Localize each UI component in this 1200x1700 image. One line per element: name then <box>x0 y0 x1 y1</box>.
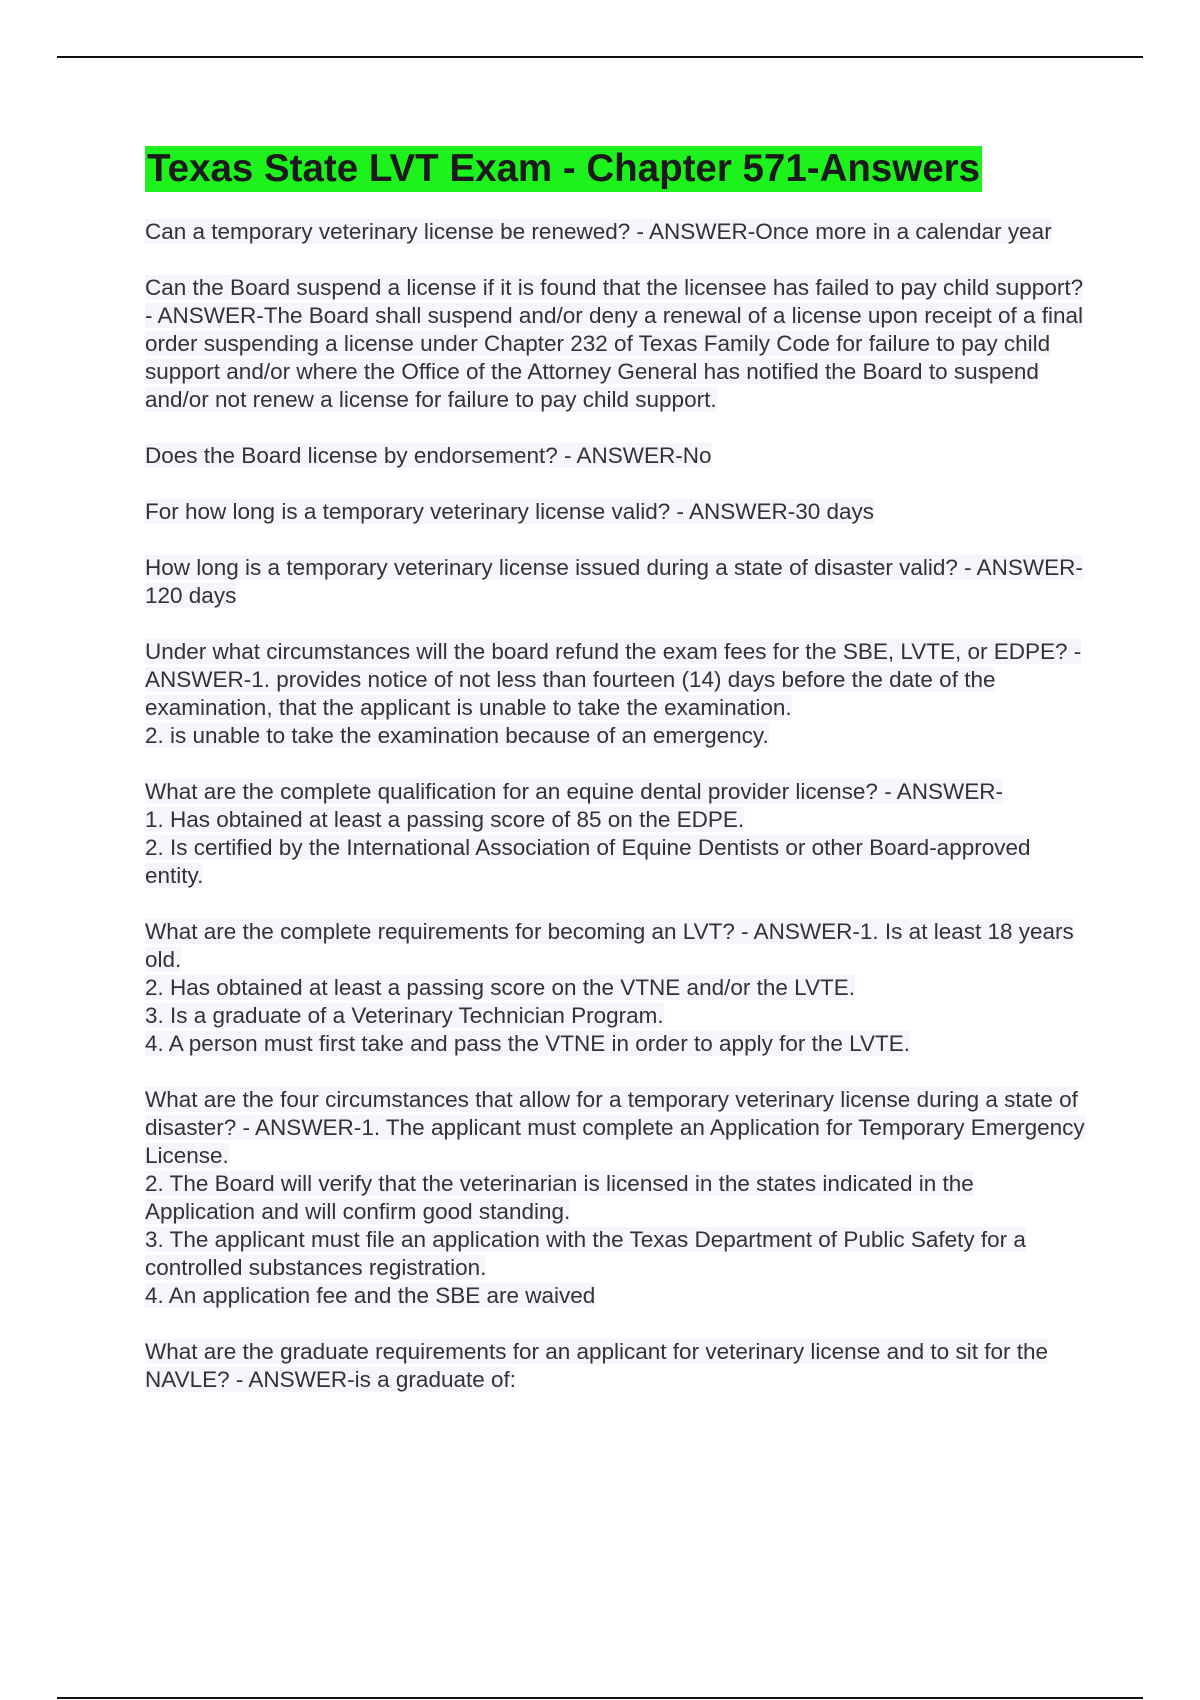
qa-item <box>145 274 1085 414</box>
question-text: What are the graduate requirements for an applicant for veterinary license and to sit for the NAVLE? <box>145 1339 1048 1392</box>
question-text: What are the four circumstances that allow for a temporary veterinary license during a state of disaster? <box>145 1087 1078 1140</box>
question-text: What are the complete qualification for an equine dental provider license? <box>145 779 878 804</box>
answer-text: 1. provides notice of not less than fourteen (14) days before the date of the examination, that the applicant is unable to take the examination. 2. is unable to take the examination because of an emergency. <box>145 667 996 748</box>
answer-text: The Board shall suspend and/or deny a renewal of a license upon receipt of a final order suspending a license under Chapter 232 of Texas Family Code for failure to pay child support and/or where the Office of the Attorney General has notified the Board to suspend and/or not renew a license for failure to pay child support. <box>145 303 1084 412</box>
answer-separator: - ANSWER- <box>734 919 860 944</box>
qa-item <box>145 638 1085 750</box>
question-text: Under what circumstances will the board refund the exam fees for the SBE, LVTE, or EDPE? <box>145 639 1068 664</box>
question-text: What are the complete requirements for becoming an LVT? <box>145 919 735 944</box>
answer-text: is a graduate of: <box>354 1367 517 1392</box>
qa-item <box>145 442 1085 470</box>
question-text: For how long is a temporary veterinary license valid? <box>145 499 671 524</box>
answer-text: Once more in a calendar year <box>755 219 1052 244</box>
qa-item <box>145 1338 1085 1394</box>
qa-item <box>145 918 1085 1058</box>
document-body <box>145 146 1085 1422</box>
answer-separator: - ANSWER- <box>557 443 683 468</box>
qa-item <box>145 498 1085 526</box>
footer-rule <box>57 1697 1143 1699</box>
answer-separator: - ANSWER- <box>670 499 796 524</box>
answer-separator: - ANSWER- <box>145 639 1082 692</box>
question-text: Does the Board license by endorsement? <box>145 443 558 468</box>
qa-item <box>145 1086 1085 1310</box>
answer-separator: - ANSWER- <box>229 1367 355 1392</box>
qa-item <box>145 778 1085 890</box>
answer-separator: - ANSWER- <box>630 219 756 244</box>
answer-text: 1. Has obtained at least a passing score of 85 on the EDPE. 2. Is certified by the International Association of Equine Dentists or other Board-approved entity. <box>145 807 1031 888</box>
answer-separator: - ANSWER- <box>877 779 1003 804</box>
question-text: How long is a temporary veterinary license issued during a state of disaster valid? <box>145 555 958 580</box>
qa-item <box>145 554 1085 610</box>
question-text: Can the Board suspend a license if it is found that the licensee has failed to pay child support? <box>145 275 1084 300</box>
answer-text: 1. The applicant must complete an Application for Temporary Emergency License. 2. The Board will verify that the veterinarian is licensed in the states indicated in the Application and will confirm good standing. 3. The applicant must file an application with the Texas Department of Public Safety for a controlled substances registration. 4. An application fee and the SBE are waived <box>145 1115 1085 1308</box>
answer-separator: - ANSWER- <box>236 1115 362 1140</box>
answer-separator: - ANSWER- <box>957 555 1083 580</box>
answer-separator: - ANSWER- <box>145 303 264 328</box>
answer-text: 1. Is at least 18 years old. 2. Has obtained at least a passing score on the VTNE and/or the LVTE. 3. Is a graduate of a Veterinary Technician Program. 4. A person must first take and pass the VTNE in order to apply for the LVTE. <box>145 919 1074 1056</box>
question-text: Can a temporary veterinary license be renewed? <box>145 219 631 244</box>
answer-text: 120 days <box>145 583 237 608</box>
qa-item <box>145 218 1085 246</box>
answer-text: No <box>682 443 712 468</box>
document-title: Texas State LVT Exam - Chapter 571-Answers <box>147 147 981 190</box>
answer-text: 30 days <box>795 499 875 524</box>
header-rule <box>57 56 1143 58</box>
qa-list <box>145 218 1085 1394</box>
